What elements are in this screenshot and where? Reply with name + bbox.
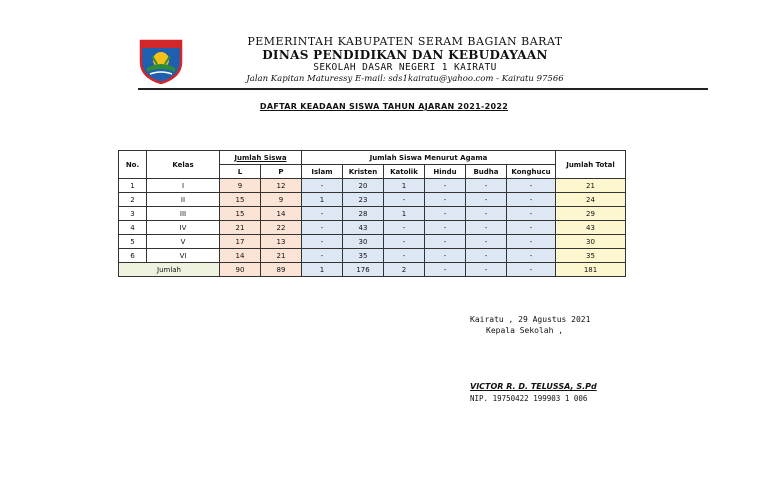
cell-hindu: - [425,193,466,207]
header-budha: Budha [466,165,507,179]
signer-nip: NIP. 19750422 199903 1 006 [470,394,588,403]
cell-total: 43 [556,221,626,235]
cell-budha: - [466,179,507,193]
header-islam: Islam [302,165,343,179]
cell-l: 9 [220,179,261,193]
letterhead-divider [138,88,708,90]
cell-l: 21 [220,221,261,235]
sum-hindu: - [425,263,466,277]
cell-total: 35 [556,249,626,263]
header-kristen: Kristen [343,165,384,179]
cell-hindu: - [425,207,466,221]
cell-islam: 1 [302,193,343,207]
sum-konghucu: - [507,263,556,277]
cell-l: 15 [220,207,261,221]
sum-total: 181 [556,263,626,277]
regency-emblem-logo [138,38,184,84]
cell-hindu: - [425,179,466,193]
header-jumlah-siswa: Jumlah Siswa [220,151,302,165]
total-row [119,263,626,277]
header-agama: Jumlah Siswa Menurut Agama [302,151,556,165]
cell-konghucu: - [507,221,556,235]
header-katolik: Katolik [384,165,425,179]
header-hindu: Hindu [425,165,466,179]
school-name: SEKOLAH DASAR NEGERI 1 KAIRATU [313,62,497,73]
cell-budha: - [466,193,507,207]
cell-no: 6 [119,249,147,263]
signature-place-block [470,314,590,336]
cell-kelas: IV [147,221,220,235]
cell-konghucu: - [507,235,556,249]
cell-p: 9 [261,193,302,207]
cell-katolik: 1 [384,207,425,221]
cell-p: 21 [261,249,302,263]
cell-kristen: 43 [343,221,384,235]
cell-l: 15 [220,193,261,207]
cell-konghucu: - [507,249,556,263]
signer-name: VICTOR R. D. TELUSSA, S.Pd [470,382,597,391]
total-row-label: Jumlah [119,263,220,277]
sum-budha: - [466,263,507,277]
document-title: DAFTAR KEADAAN SISWA TAHUN AJARAN 2021-2022 [259,102,509,111]
table-row [119,179,626,193]
cell-katolik: - [384,249,425,263]
table-row [119,207,626,221]
cell-kristen: 35 [343,249,384,263]
cell-no: 1 [119,179,147,193]
cell-total: 21 [556,179,626,193]
cell-islam: - [302,207,343,221]
cell-no: 3 [119,207,147,221]
letterhead [210,35,600,85]
header-l: L [220,165,261,179]
school-address: Jalan Kapitan Maturessy E-mail: sds1kairatu@yahoo.com - Kairatu 97566 [246,74,564,84]
cell-kelas: I [147,179,220,193]
cell-no: 5 [119,235,147,249]
signature-position: Kepala Sekolah , [486,326,564,335]
cell-budha: - [466,221,507,235]
signature-place-date: Kairatu , 29 Agustus 2021 [470,315,591,324]
government-name: PEMERINTAH KABUPATEN SERAM BAGIAN BARAT [247,35,563,48]
cell-konghucu: - [507,207,556,221]
sum-kristen: 176 [343,263,384,277]
cell-total: 29 [556,207,626,221]
cell-p: 14 [261,207,302,221]
cell-katolik: - [384,235,425,249]
cell-kelas: III [147,207,220,221]
cell-p: 22 [261,221,302,235]
cell-katolik: - [384,193,425,207]
signer-block [470,381,597,405]
cell-kelas: II [147,193,220,207]
cell-kristen: 28 [343,207,384,221]
header-p: P [261,165,302,179]
cell-kelas: VI [147,249,220,263]
cell-islam: - [302,179,343,193]
table-row [119,235,626,249]
cell-katolik: 1 [384,179,425,193]
cell-hindu: - [425,249,466,263]
cell-budha: - [466,249,507,263]
cell-kristen: 30 [343,235,384,249]
header-konghucu: Konghucu [507,165,556,179]
cell-konghucu: - [507,193,556,207]
header-kelas: Kelas [147,151,220,179]
cell-no: 4 [119,221,147,235]
cell-no: 2 [119,193,147,207]
cell-budha: - [466,207,507,221]
cell-total: 24 [556,193,626,207]
header-total: Jumlah Total [556,151,626,179]
department-name: DINAS PENDIDIKAN DAN KEBUDAYAAN [262,48,548,62]
cell-katolik: - [384,221,425,235]
header-no: No. [119,151,147,179]
cell-kristen: 23 [343,193,384,207]
cell-hindu: - [425,221,466,235]
sum-katolik: 2 [384,263,425,277]
cell-islam: - [302,249,343,263]
cell-l: 14 [220,249,261,263]
cell-islam: - [302,235,343,249]
cell-budha: - [466,235,507,249]
table-row [119,221,626,235]
cell-hindu: - [425,235,466,249]
cell-l: 17 [220,235,261,249]
cell-islam: - [302,221,343,235]
cell-konghucu: - [507,179,556,193]
student-data-table [118,150,626,277]
table-row [119,193,626,207]
cell-p: 13 [261,235,302,249]
cell-kelas: V [147,235,220,249]
table-row [119,249,626,263]
sum-p: 89 [261,263,302,277]
sum-islam: 1 [302,263,343,277]
cell-p: 12 [261,179,302,193]
cell-total: 30 [556,235,626,249]
cell-kristen: 20 [343,179,384,193]
sum-l: 90 [220,263,261,277]
